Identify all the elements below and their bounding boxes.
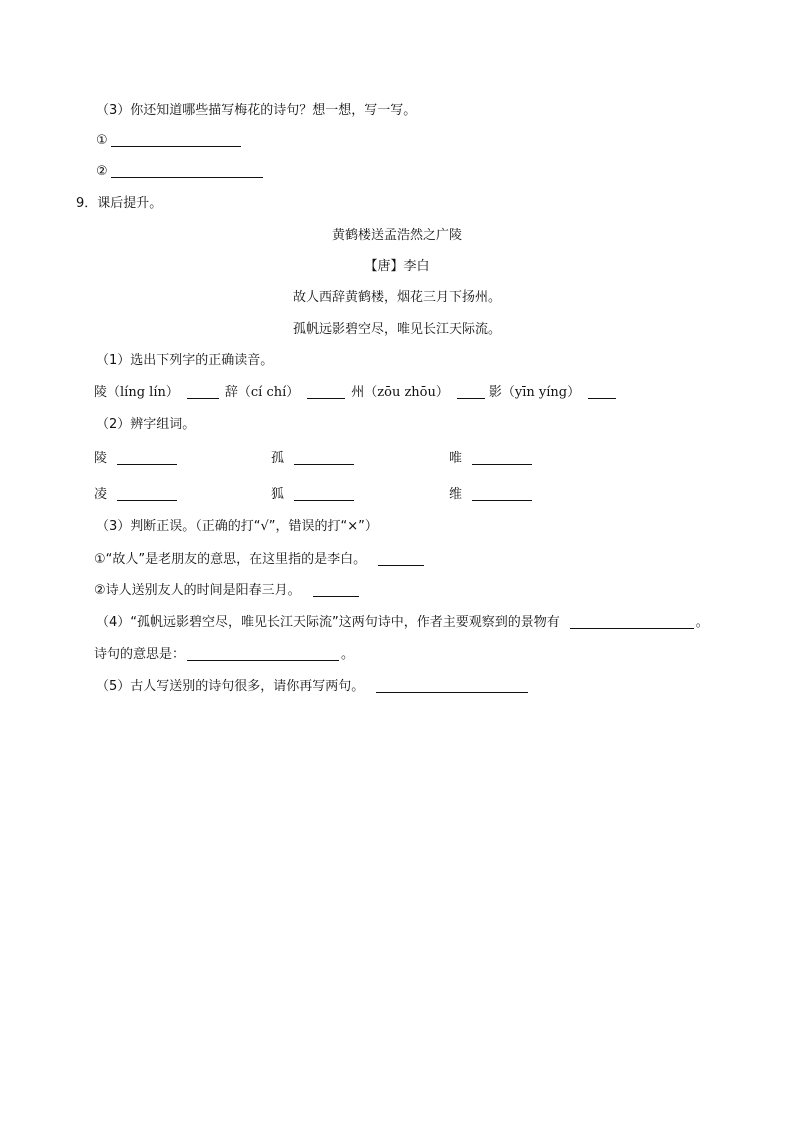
answer-blank[interactable] — [187, 645, 339, 661]
answer-blank[interactable] — [111, 131, 241, 147]
answer-blank[interactable] — [111, 162, 263, 178]
answer-blank[interactable] — [376, 677, 528, 693]
q9-sub5-label: （5）古人写送别的诗句很多，请你再写两句。 — [96, 679, 365, 694]
answer-blank[interactable] — [472, 449, 532, 465]
word-char: 维 — [449, 487, 463, 502]
pinyin-options: （yīn yíng） — [501, 385, 581, 400]
answer-blank[interactable] — [294, 485, 354, 501]
pinyin-row — [94, 383, 619, 403]
poem-title: 黄鹤楼送孟浩然之广陵 — [331, 228, 462, 243]
poem-author-line — [0, 257, 794, 277]
q8-item1-marker: ① — [96, 133, 108, 148]
q8-answer-line-1 — [96, 131, 244, 151]
poem-line-2: 孤帆远影碧空尽，唯见长江天际流。 — [292, 322, 501, 337]
word-group-cell — [449, 485, 535, 505]
q9-sub3-label: （3）判断正误。（正确的打“√”，错误的打“×”） — [96, 519, 378, 534]
judge-item-2 — [94, 581, 362, 601]
q9-sub1-label: （1）选出下列字的正确读音。 — [96, 353, 274, 368]
answer-blank[interactable] — [117, 449, 177, 465]
word-char: 狐 — [271, 487, 285, 502]
poem-author: 李白 — [403, 259, 430, 274]
q9-heading: 9．课后提升。 — [76, 196, 163, 211]
word-group-cell — [449, 449, 535, 469]
answer-blank[interactable] — [570, 613, 694, 629]
q9-sub5 — [96, 677, 531, 697]
word-group-cell — [271, 485, 357, 505]
period: 。 — [341, 647, 355, 662]
pinyin-options: （cí chí） — [237, 385, 300, 400]
answer-blank[interactable] — [588, 383, 616, 399]
q9-sub2-label: （2）辨字组词。 — [96, 417, 196, 432]
pinyin-options: （líng lín） — [107, 385, 179, 400]
answer-blank[interactable] — [294, 449, 354, 465]
q9-sub4-label: （4）“孤帆远影碧空尽，唯见长江天际流”这两句诗中，作者主要观察到的景物有 — [96, 615, 560, 630]
bracket-open: 【 — [364, 259, 378, 274]
word-group-cell — [94, 485, 180, 505]
answer-blank[interactable] — [457, 383, 485, 399]
answer-blank[interactable] — [307, 383, 345, 399]
word-char: 唯 — [449, 451, 463, 466]
answer-blank[interactable] — [117, 485, 177, 501]
pinyin-char: 州 — [351, 385, 365, 400]
word-char: 凌 — [94, 487, 108, 502]
word-char: 陵 — [94, 451, 108, 466]
word-group-cell — [94, 449, 180, 469]
pinyin-char: 影 — [488, 385, 502, 400]
meaning-label: 诗句的意思是： — [94, 647, 186, 662]
poem-line-1: 故人西辞黄鹤楼，烟花三月下扬州。 — [292, 290, 501, 305]
q9-sub4-question — [96, 613, 709, 633]
answer-blank[interactable] — [313, 581, 359, 597]
word-group-cell — [271, 449, 357, 469]
judge-item-text: ②诗人送别友人的时间是阳春三月。 — [94, 583, 301, 598]
answer-blank[interactable] — [378, 550, 424, 566]
q9-sub4-meaning — [94, 645, 354, 665]
judge-item-1 — [94, 550, 427, 570]
poem-dynasty: 唐 — [377, 259, 391, 274]
period: 。 — [695, 615, 709, 630]
word-char: 孤 — [271, 451, 285, 466]
judge-item-text: ①“故人”是老朋友的意思，在这里指的是李白。 — [94, 552, 367, 567]
answer-blank[interactable] — [472, 485, 532, 501]
q8-item2-marker: ② — [96, 164, 108, 179]
bracket-close: 】 — [390, 259, 404, 274]
answer-blank[interactable] — [187, 383, 219, 399]
q8-sub3-label: （3）你还知道哪些描写梅花的诗句？想一想，写一写。 — [96, 103, 417, 118]
pinyin-char: 辞 — [224, 385, 238, 400]
pinyin-char: 陵 — [94, 385, 108, 400]
pinyin-options: （zōu zhōu） — [364, 385, 449, 400]
q8-answer-line-2 — [96, 162, 266, 182]
